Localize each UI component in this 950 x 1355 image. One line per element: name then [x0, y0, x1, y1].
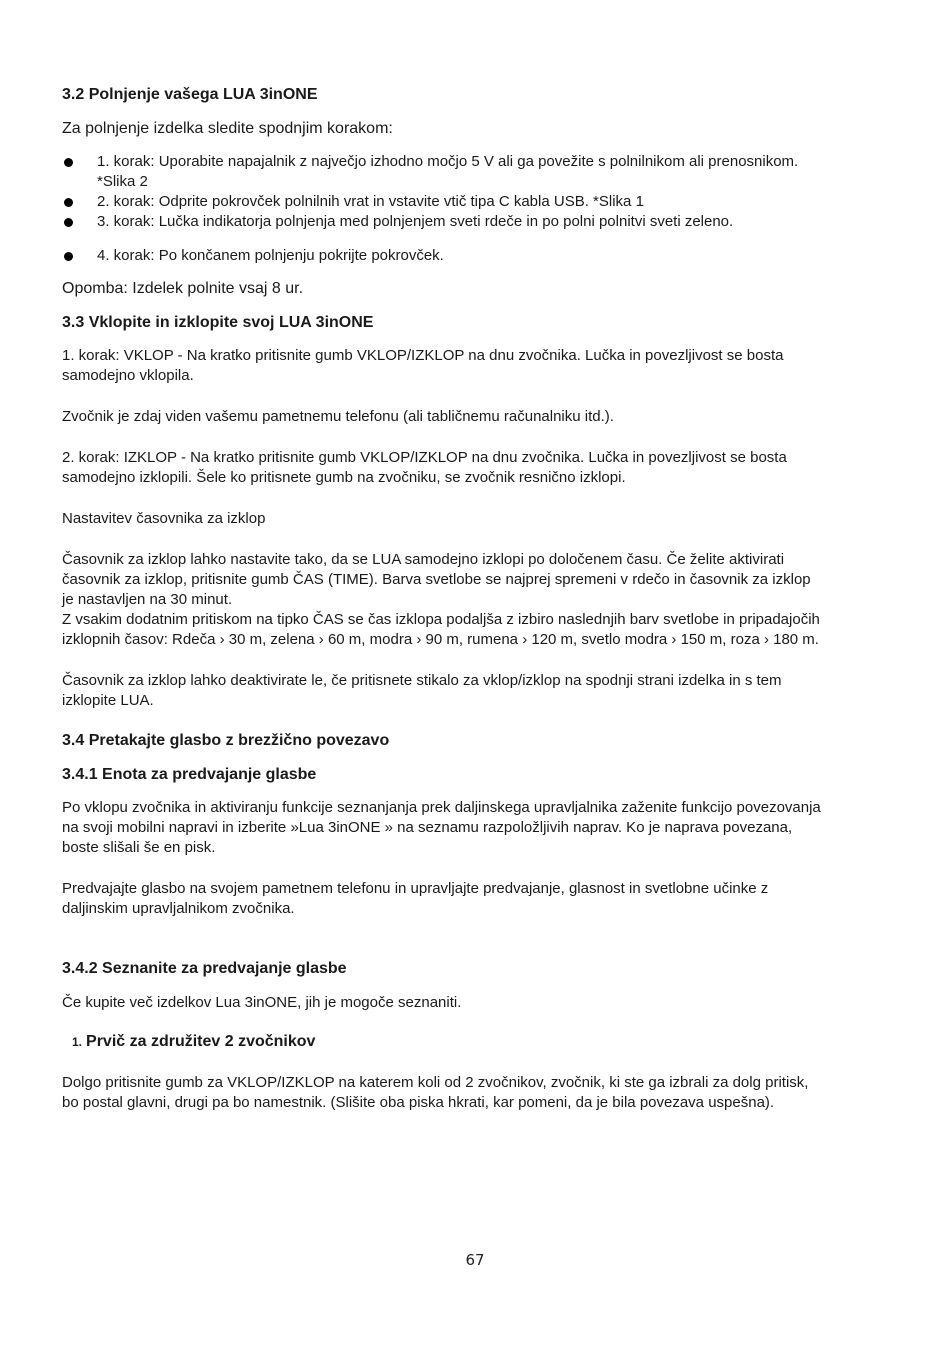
bullet-icon [64, 158, 73, 167]
bullet-icon [64, 252, 73, 261]
timer-subheading: Nastavitev časovnika za izklop [62, 510, 266, 527]
section-3-2-intro: Za polnjenje izdelka sledite spodnjim korakom: [62, 120, 393, 137]
timer-description: Časovnik za izklop lahko nastavite tako, da se LUA samodejno izklopi po določenem času. Če želite aktivirati časovnik za izklop, pritisnite gumb ČAS (TIME). Barva svetlobe se najprej spremeni v rdečo in časovnik za izklop je nastavljen na 30 minut. [62, 551, 811, 608]
numbered-subheading [62, 1032, 832, 1052]
section-3-3-heading: 3.3 Vklopite in izklopite svoj LUA 3inONE [62, 314, 374, 331]
power-on-step: 1. korak: VKLOP - Na kratko pritisnite gumb VKLOP/IZKLOP na dnu zvočnika. Lučka in povezljivost se bosta samodejno vklopila. [62, 347, 784, 384]
charging-steps-list [62, 152, 832, 266]
timer-colors: Z vsakim dodatnim pritiskom na tipko ČAS se čas izklopa podaljša z izbiro naslednjih barv svetlobe in pripadajočih izklopnih časov: Rdeča › 30 m, zelena › 60 m, modra › 90 m, rumena › 120 m, svetlo modra › 150 m, roza › 180 m. [62, 611, 820, 648]
section-3-4-1-heading: 3.4.1 Enota za predvajanje glasbe [62, 766, 317, 783]
list-item [62, 192, 832, 212]
section-3-4-2-heading: 3.4.2 Seznanite za predvajanje glasbe [62, 960, 347, 977]
playback-instructions: Predvajajte glasbo na svojem pametnem telefonu in upravljajte predvajanje, glasnost in svetlobne učinke z daljinskim upravljalnikom zvočnika. [62, 880, 769, 917]
combine-speakers-text: Dolgo pritisnite gumb za VKLOP/IZKLOP na katerem koli od 2 zvočnikov, zvočnik, ki ste ga izbrali za dolg pritisk, bo postal glavni, drugi pa bo namestnik. (Slišite oba piska hkrati, kar pomeni, da je bila povezava uspešna). [62, 1074, 809, 1111]
bullet-icon [64, 218, 73, 227]
step-2-text: 2. korak: Odprite pokrovček polnilnih vrat in vstavite vtič tipa C kabla USB. *Slika 1 [97, 193, 644, 210]
step-1-note: *Slika 2 [97, 173, 148, 190]
pairing-instructions: Po vklopu zvočnika in aktiviranju funkcije seznanjanja prek daljinskega upravljalnika zaženite funkcijo povezovanja na svoji mobilni napravi in izberite »Lua 3inONE » na seznamu razpoložljivih naprav. Ko je naprava povezana, boste slišali še en pisk. [62, 799, 821, 856]
item-title: Prvič za združitev 2 zvočnikov [86, 1033, 316, 1050]
page-number: 67 [465, 1251, 485, 1269]
step-1-text: 1. korak: Uporabite napajalnik z največjo izhodno močjo 5 V ali ga povežite s polnilnikom ali prenosnikom. [97, 153, 799, 170]
power-off-step: 2. korak: IZKLOP - Na kratko pritisnite gumb VKLOP/IZKLOP na dnu zvočnika. Lučka in povezljivost se bosta samodejno izklopili. Šele ko pritisnete gumb na zvočniku, se zvočnik resnično izklopi. [62, 449, 787, 486]
step-3-text: 3. korak: Lučka indikatorja polnjenja med polnjenjem sveti rdeče in po polni polnitvi sveti zeleno. [97, 213, 734, 230]
charging-note: Opomba: Izdelek polnite vsaj 8 ur. [62, 280, 304, 297]
section-3-4-heading: 3.4 Pretakajte glasbo z brezžično povezavo [62, 732, 390, 749]
section-3-2-heading: 3.2 Polnjenje vašega LUA 3inONE [62, 86, 318, 103]
step-4-text: 4. korak: Po končanem polnjenju pokrijte pokrovček. [97, 247, 444, 264]
document-page [62, 82, 832, 1113]
timer-deactivate: Časovnik za izklop lahko deaktivirate le, če pritisnete stikalo za vklop/izklop na spodnji strani izdelka in s tem izklopite LUA. [62, 672, 782, 709]
list-item [62, 246, 832, 266]
visibility-text: Zvočnik je zdaj viden vašemu pametnemu telefonu (ali tabličnemu računalniku itd.). [62, 408, 614, 425]
item-number: 1. [72, 1035, 83, 1049]
bullet-icon [64, 198, 73, 207]
list-item [62, 212, 832, 232]
list-item [62, 152, 832, 192]
multi-pairing-text: Če kupite več izdelkov Lua 3inONE, jih je mogoče seznaniti. [62, 994, 462, 1011]
